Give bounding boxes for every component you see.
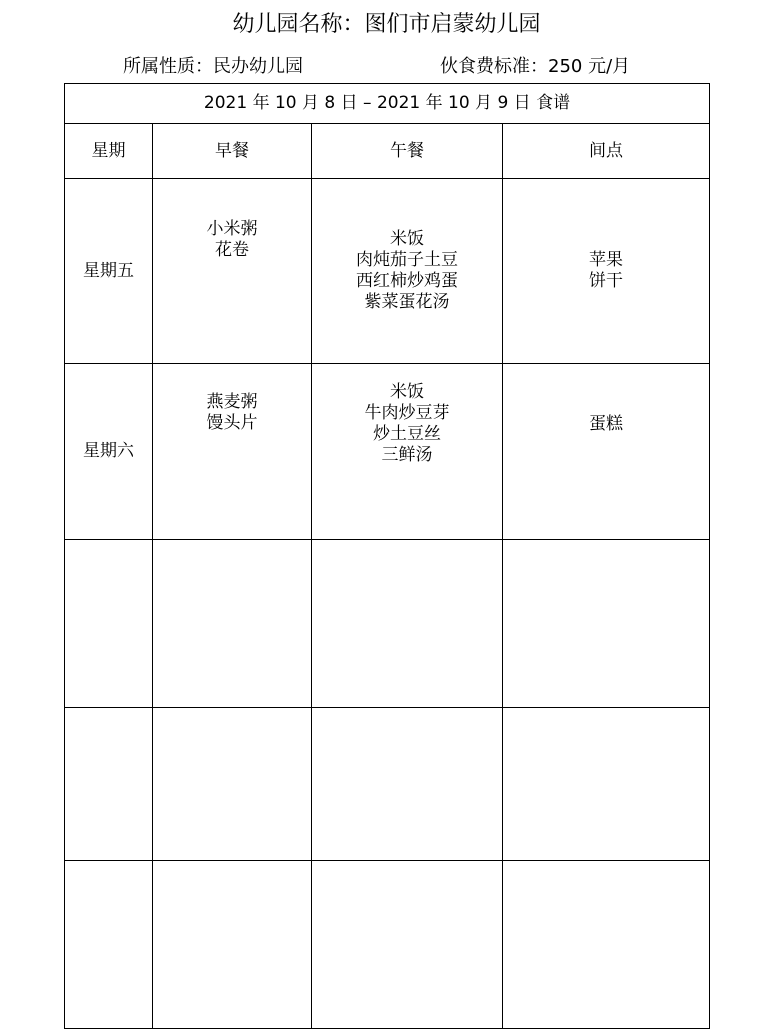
menu-item: 米饭 (390, 229, 424, 249)
table-row (65, 364, 710, 540)
table-row-empty (65, 540, 710, 708)
menu-item: 饼干 (589, 271, 623, 291)
menu-item: 米饭 (390, 382, 424, 402)
lunch-cell (312, 179, 503, 364)
menu-item: 炒土豆丝 (373, 424, 441, 444)
column-header-breakfast: 早餐 (153, 124, 312, 179)
breakfast-cell (153, 364, 312, 540)
table-row-empty (65, 708, 710, 861)
column-header-lunch: 午餐 (312, 124, 503, 179)
menu-item: 紫菜蛋花汤 (364, 292, 450, 312)
menu-item: 蛋糕 (589, 414, 623, 434)
lunch-cell (312, 364, 503, 540)
weekly-menu-table (64, 83, 710, 1029)
table-row (65, 179, 710, 364)
menu-item: 馒头片 (206, 413, 258, 433)
menu-item: 肉炖茄子土豆 (356, 250, 458, 270)
date-range-label: 2021 年 10 月 8 日 – 2021 年 10 月 9 日 食谱 (65, 84, 710, 124)
column-header-snack: 间点 (503, 124, 710, 179)
menu-item: 苹果 (589, 250, 623, 270)
ownership-nature: 所属性质：民办幼儿园 (123, 56, 303, 77)
snack-cell (503, 179, 710, 364)
meal-fee-standard: 伙食费标准：250 元/月 (440, 56, 631, 77)
menu-item: 小米粥 (206, 219, 258, 239)
date-range-row (65, 84, 710, 124)
menu-item: 花卷 (215, 240, 249, 260)
menu-item: 燕麦粥 (206, 392, 258, 412)
day-cell: 星期五 (65, 179, 153, 364)
breakfast-cell (153, 179, 312, 364)
kindergarten-name-title: 幼儿园名称：图们市启蒙幼儿园 (232, 12, 541, 37)
snack-cell (503, 364, 710, 540)
menu-item: 西红柿炒鸡蛋 (356, 271, 458, 291)
menu-item: 牛肉炒豆芽 (364, 403, 450, 423)
table-row-empty (65, 861, 710, 1029)
column-header-row (65, 124, 710, 179)
day-cell: 星期六 (65, 364, 153, 540)
menu-item: 三鲜汤 (381, 445, 433, 465)
column-header-day: 星期 (65, 124, 153, 179)
